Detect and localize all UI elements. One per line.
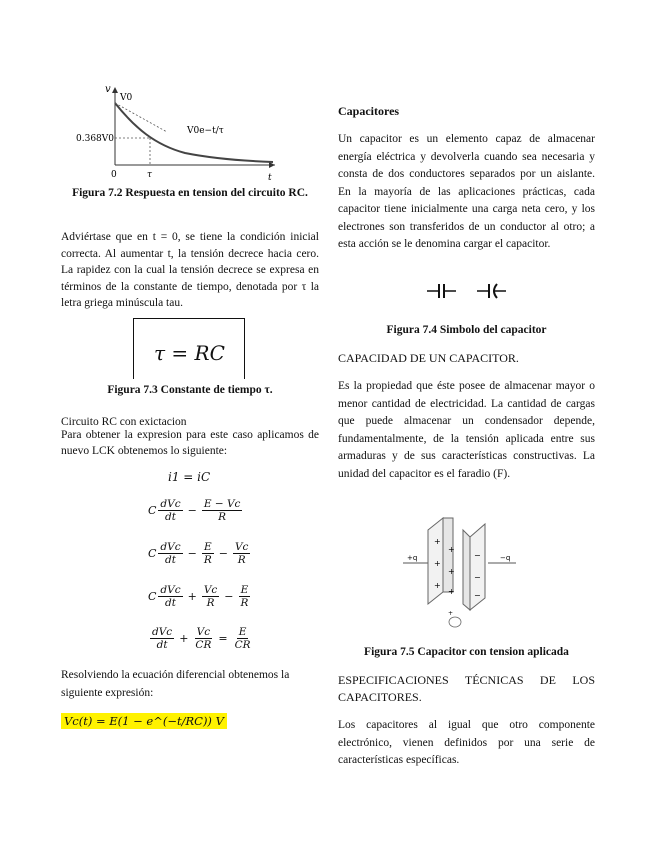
plate-minus-1: − xyxy=(474,551,481,560)
plate-minus-2: − xyxy=(474,573,481,582)
plate-plus-4: + xyxy=(448,567,455,576)
solution-formula: Vc(t) = E(1 − e^(−t/RC)) V xyxy=(61,713,227,729)
graph-axis-t: t xyxy=(268,173,272,183)
eq4-num2: Vc xyxy=(203,584,218,596)
eq5-num3: E xyxy=(238,626,247,638)
eq2-den: dt xyxy=(165,511,176,523)
graph-origin: 0 xyxy=(111,170,117,180)
equation-kcl xyxy=(168,470,210,484)
eq4-c: C xyxy=(148,590,157,603)
eq3-c: C xyxy=(148,547,157,560)
eq3-num3: Vc xyxy=(234,541,249,553)
plate-plus-3: + xyxy=(434,559,441,568)
capacitor-symbols xyxy=(425,282,515,300)
plate-plus-2: + xyxy=(448,545,455,554)
right-paragraph-3: Los capacitores al igual que otro componente electrónico, vienen definidos por una serie de características específicas. xyxy=(338,719,595,766)
eq5-num2: Vc xyxy=(196,626,211,638)
eq2-c: C xyxy=(148,504,157,517)
left-paragraph-2: Para obtener la expresion para este caso aplicamos de nuevo LCK obtenemos lo siguiente: xyxy=(61,429,319,457)
plus-q-label: +q xyxy=(407,554,418,562)
eq5-den2: CR xyxy=(195,639,212,651)
circuit-title: Circuito RC con exictacion xyxy=(61,416,187,428)
graph-level: 0.368V0 xyxy=(76,134,114,144)
eq2-num: dVc xyxy=(160,498,181,510)
minus-q-label: −q xyxy=(500,554,511,562)
eq5-den: dt xyxy=(156,639,168,651)
plate-plus-1: + xyxy=(434,537,441,546)
eq4-op1: + xyxy=(187,590,197,603)
battery-plus: + xyxy=(448,610,454,617)
graph-tau: τ xyxy=(147,170,152,180)
equation-3 xyxy=(148,541,252,566)
eq4-num: dVc xyxy=(160,584,181,596)
eq3-num: dVc xyxy=(160,541,181,553)
equation-5 xyxy=(148,626,255,651)
parallel-plate-capacitor xyxy=(398,512,523,637)
left-paragraph-1: Adviértase que en t = 0, se tiene la condición inicial correcta. Al aumentar t, la tensión decrece hacia cero. La rapidez con la cual la tensión decrece se expresa en términos de la constante de tiempo, denotada por τ la letra griega minúscula tau. xyxy=(61,231,319,309)
equation-4 xyxy=(148,584,252,609)
right-paragraph-1: Un capacitor es un elemento capaz de almacenar energía eléctrica y devolverla cuando sea necesaria y consta de dos conductores separados por un aislante. En la mayoría de las aplicaciones prácticas, cada capacitor tiene inicialmente una carga neta cero, y los electrones son transferidos de un conductor al otro; a esta acción se le denomina cargar el capacitor. xyxy=(338,133,595,250)
plate-minus-3: − xyxy=(474,591,481,600)
tau-formula: τ = RC xyxy=(154,341,225,365)
eq5-den3: CR xyxy=(234,639,251,651)
eq5-op1: + xyxy=(179,632,189,645)
right-paragraph-2: Es la propiedad que éste posee de almacenar mayor o menor cantidad de electricidad. La cantidad de cargas que puede almacenar un condensador depende, fundamentalmente, de la tensión aplicada entre sus armaduras y de sus características constructivas. La unidad del capacitor es el faradio (F). xyxy=(338,380,595,480)
graph-axis-v: v xyxy=(105,84,111,95)
eq3-den2: R xyxy=(203,554,212,566)
eq3-den: dt xyxy=(165,554,176,566)
eq5-op2: = xyxy=(218,632,228,645)
plate-plus-6: + xyxy=(448,587,455,596)
capacitores-heading: Capacitores xyxy=(338,104,400,118)
rc-response-graph xyxy=(75,83,290,183)
eq3-op2: − xyxy=(218,547,228,560)
graph-v0: V0 xyxy=(120,93,133,103)
graph-curve-label: V0e−t/τ xyxy=(187,126,224,136)
eq3-den3: R xyxy=(237,554,246,566)
eq2-op: − xyxy=(187,504,197,517)
especificaciones-heading: ESPECIFICACIONES TÉCNICAS DE LOS CAPACITORES. xyxy=(338,673,595,704)
eq3-num2: E xyxy=(203,541,212,553)
eq1-text: i1 = iC xyxy=(168,470,211,484)
figure-7-5-caption: Figura 7.5 Capacitor con tension aplicada xyxy=(364,646,569,658)
eq4-op2: − xyxy=(224,590,234,603)
figure-7-4-caption: Figura 7.4 Simbolo del capacitor xyxy=(386,324,547,336)
eq4-num3: E xyxy=(240,584,249,596)
eq4-den2: R xyxy=(206,597,215,609)
eq3-op1: − xyxy=(187,547,197,560)
figure-7-2-caption: Figura 7.2 Respuesta en tension del circuito RC. xyxy=(72,187,308,199)
tau-formula-box xyxy=(133,318,245,379)
eq4-den3: R xyxy=(240,597,249,609)
eq4-den: dt xyxy=(165,597,176,609)
plate-plus-5: + xyxy=(434,581,441,590)
left-paragraph-3: Resolviendo la ecuación diferencial obtenemos la siguiente expresión: xyxy=(61,669,290,699)
equation-2 xyxy=(148,498,244,523)
eq2-den2: R xyxy=(218,511,227,523)
eq2-num2: E − Vc xyxy=(203,498,241,510)
capacidad-heading: CAPACIDAD DE UN CAPACITOR. xyxy=(338,351,519,365)
eq5-num: dVc xyxy=(152,626,173,638)
figure-7-3-caption: Figura 7.3 Constante de tiempo τ. xyxy=(107,384,273,396)
